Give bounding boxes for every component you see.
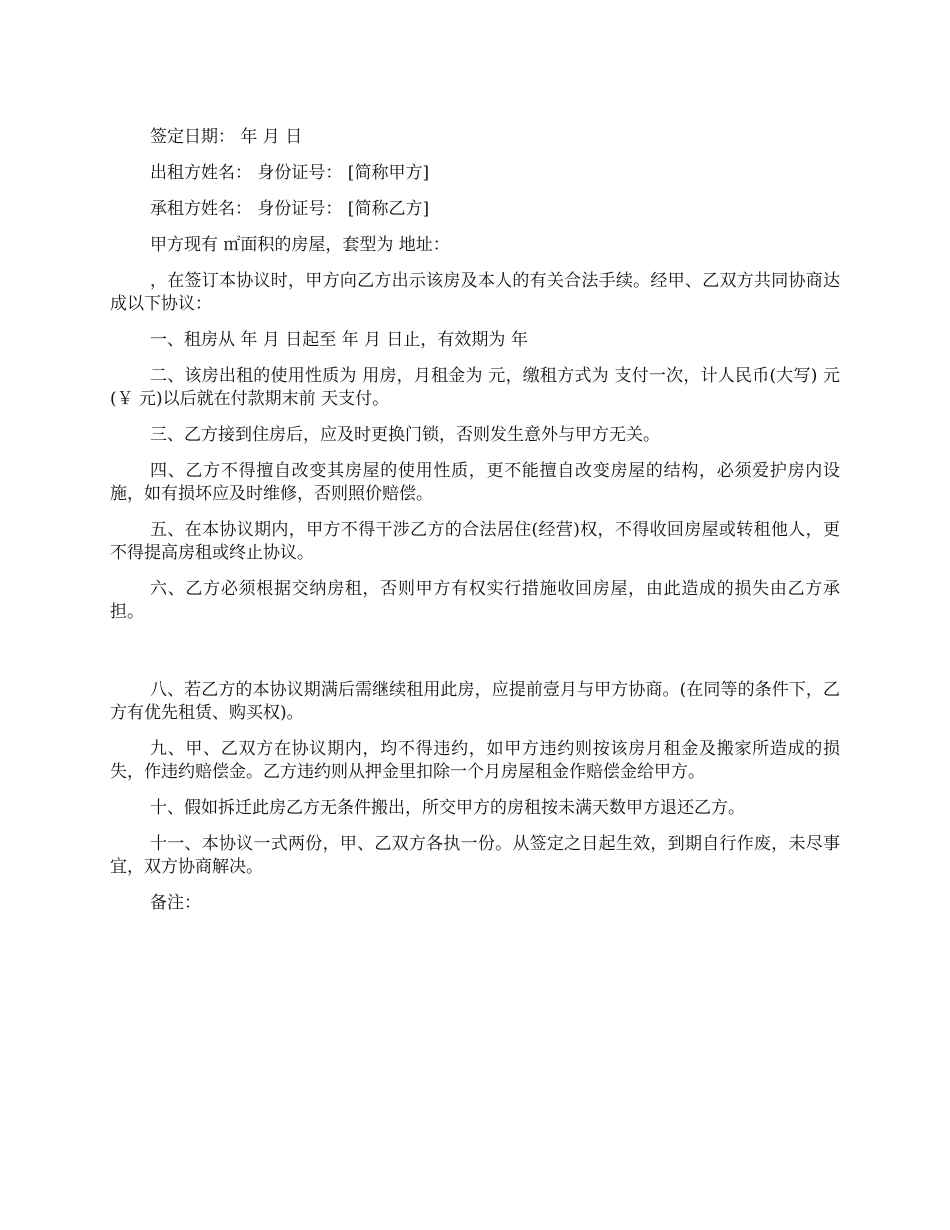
blank-gap (110, 637, 840, 679)
property-line: 甲方现有 ㎡面积的房屋，套型为 地址： (150, 235, 450, 255)
lessor-line: 出租方姓名： 身份证号： [简称甲方] (150, 163, 430, 183)
agreement-intro: ，在签订本协议时，甲方向乙方出示该房及本人的有关合法手续。经甲、乙双方共同协商达成以下协议： (110, 271, 840, 314)
clause-1: 一、租房从 年 月 日起至 年 月 日止，有效期为 年 (150, 330, 528, 350)
clause-4: 四、乙方不得擅自改变其房屋的使用性质，更不能擅自改变房屋的结构，必须爱护房内设施，如有损坏应及时维修，否则照价赔偿。 (110, 461, 840, 504)
clause-11: 十一、本协议一式两份，甲、乙双方各执一份。从签定之日起生效，到期自行作废，未尽事宜，双方协商解决。 (110, 834, 840, 877)
remarks-line: 备注： (150, 893, 201, 913)
clause-8: 八、若乙方的本协议期满后需继续租用此房，应提前壹月与甲方协商。(在同等的条件下，乙方有优先租赁、购买权)。 (110, 680, 840, 723)
clause-6: 六、乙方必须根据交纳房租，否则甲方有权实行措施收回房屋，由此造成的损失由乙方承担。 (110, 579, 840, 622)
clause-10: 十、假如拆迁此房乙方无条件搬出，所交甲方的房租按未满天数甲方退还乙方。 (150, 798, 745, 818)
clause-2: 二、该房出租的使用性质为 用房，月租金为 元，缴租方式为 支付一次，计人民币(大写) 元(￥ 元)以后就在付款期末前 天支付。 (110, 366, 840, 409)
clause-5: 五、在本协议期内，甲方不得干涉乙方的合法居住(经营)权，不得收回房屋或转租他人，更不得提高房租或终止协议。 (110, 520, 840, 563)
signing-date-line: 签定日期： 年 月 日 (150, 127, 303, 147)
clause-3: 三、乙方接到住房后，应及时更换门锁，否则发生意外与甲方无关。 (150, 425, 660, 445)
clause-9: 九、甲、乙双方在协议期内，均不得违约，如甲方违约则按该房月租金及搬家所造成的损失，作违约赔偿金。乙方违约则从押金里扣除一个月房屋租金作赔偿金给甲方。 (110, 739, 840, 782)
lessee-line: 承租方姓名： 身份证号： [简称乙方] (150, 199, 430, 219)
